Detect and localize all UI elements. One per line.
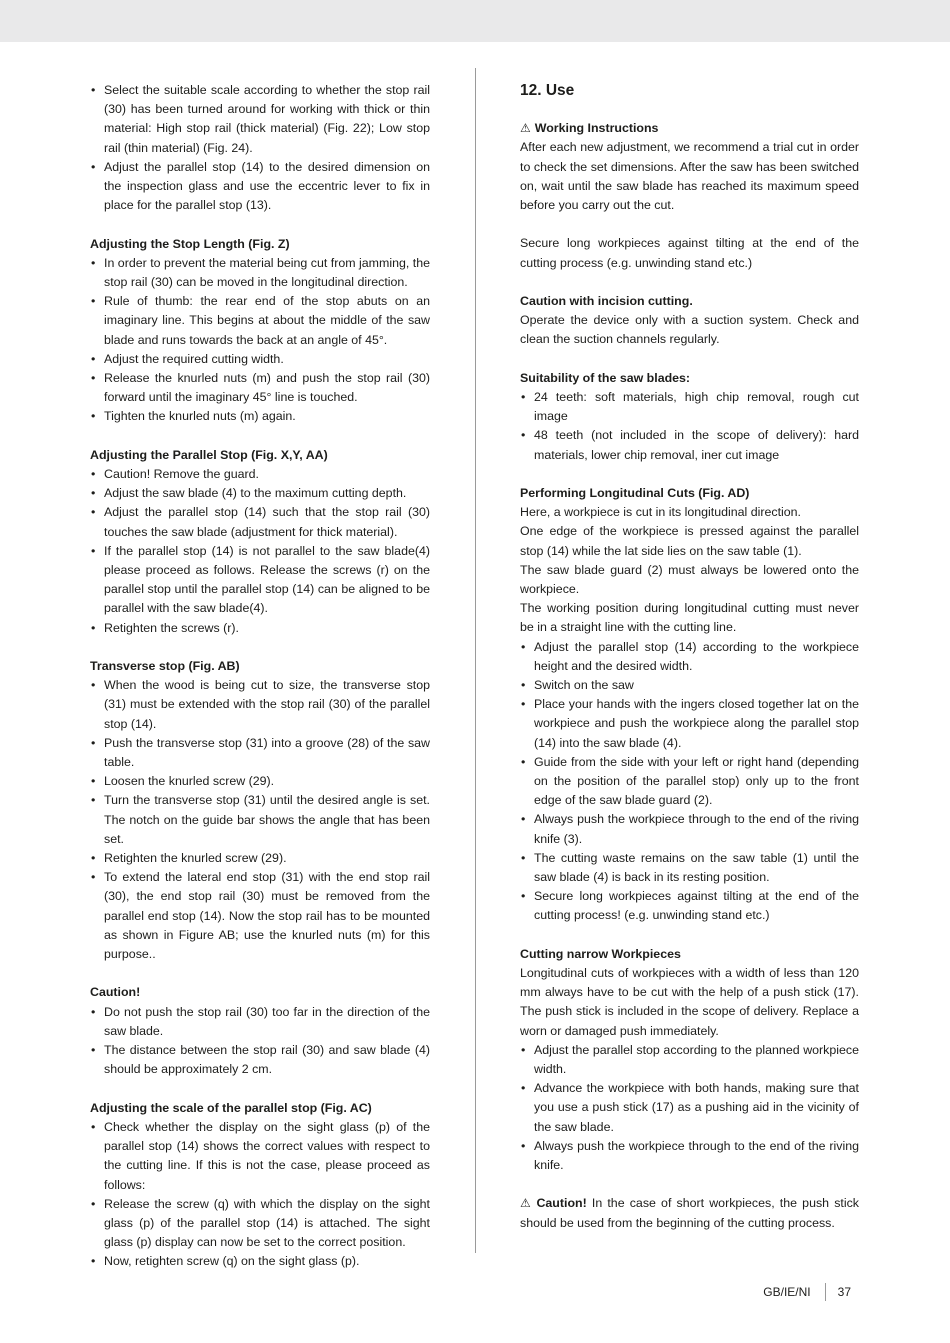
paragraph: ⚠ Caution! In the case of short workpieces, the push stick should be used from the beginning of the cutting process. [520,1196,859,1230]
section-heading: Suitability of the saw blades: [520,370,691,385]
paragraph: One edge of the workpiece is pressed against the parallel stop (14) while the lat side lies on the saw table (1). [520,524,859,558]
list-item: • Adjust the parallel stop (14) according to the workpiece height and the desired width. [520,638,859,676]
list-item: • Tighten the knurled nuts (m) again. [90,407,430,426]
paragraph: Longitudinal cuts of workpieces with a width of less than 120 mm always have to be cut with the help of a push stick (17). The push stick is included in the scope of delivery. Replace a worn or damaged push immediately. [520,966,859,1038]
page-footer [763,1283,851,1301]
list-item: • Turn the transverse stop (31) until the desired angle is set. The notch on the guide bar shows the angle that has been set. [90,791,430,849]
list-item: • Push the transverse stop (31) into a groove (28) of the saw table. [90,734,430,772]
list-item: • Place your hands with the ingers closed together lat on the workpiece and push the workpiece along the parallel stop (14) into the saw blade (4). [520,695,859,753]
list-item: • Retighten the screws (r). [90,619,430,638]
list-item: • 48 teeth (not included in the scope of delivery): hard materials, lower chip removal, iner cut image [520,426,859,464]
narrow-workpieces-list [520,1041,859,1175]
section-heading: ⚠ Working Instructions [520,121,659,136]
scale-list [90,1118,430,1272]
parallel-stop-list [90,465,430,638]
list-item: • Check whether the display on the sight glass (p) of the parallel stop (14) shows the correct values with respect to the cutting line. If this is not the case, please proceed as follows: [90,1118,430,1195]
list-item: • Adjust the parallel stop (14) to the desired dimension on the inspection glass and use the eccentric lever to fix in place for the parallel stop (13). [90,158,430,216]
list-item: • To extend the lateral end stop (31) with the end stop rail (30), the end stop rail (30) must be removed from the parallel end stop (14). Now the stop rail has to be mounted as shown in Figure AB; use the knurled nuts (m) for this purpose.. [90,868,430,964]
list-item: • Rule of thumb: the rear end of the stop abuts on an imaginary line. This begins at about the middle of the saw blade and runs towards the back at an angle of 45°. [90,292,430,350]
working-instructions-section [520,119,859,215]
chapter-title: 12. Use [520,82,575,99]
longitudinal-cuts-section [520,484,859,926]
saw-blades-list [520,388,859,465]
list-item: • If the parallel stop (14) is not parallel to the saw blade(4) please proceed as follows. Release the screws (r) on the parallel stop until the parallel stop (14) can be aligned to be parallel with the saw blade(4). [90,542,430,619]
warning-triangle-icon: ⚠ [520,121,531,136]
top-bar [0,0,950,42]
left-column [90,81,430,1291]
list-item: • Do not push the stop rail (30) too far in the direction of the saw blade. [90,1003,430,1041]
intro-section [90,81,430,215]
list-item: • Guide from the side with your left or right hand (depending on the position of the parallel stop) only up to the front edge of the saw blade guard (2). [520,753,859,811]
short-workpieces-caution [520,1194,859,1232]
caution-section [90,983,430,1079]
list-item: • Secure long workpieces against tilting at the end of the cutting process! (e.g. unwinding stand etc.) [520,887,859,925]
list-item: • Advance the workpiece with both hands, making sure that you use a push stick (17) as a pushing aid in the vicinity of the saw blade. [520,1079,859,1137]
parallel-stop-section [90,446,430,638]
region-label: GB/IE/NI [763,1285,811,1299]
caution-list [90,1003,430,1080]
paragraph: The saw blade guard (2) must always be lowered onto the workpiece. [520,562,859,597]
list-item: • Now, retighten screw (q) on the sight glass (p). [90,1252,430,1271]
section-heading: Adjusting the Parallel Stop (Fig. X,Y, AA) [90,447,328,462]
list-item: • When the wood is being cut to size, the transverse stop (31) must be extended with the stop rail (30) of the parallel stop (14). [90,676,430,734]
section-heading: Transverse stop (Fig. AB) [90,659,240,674]
list-item: • Select the suitable scale according to whether the stop rail (30) has been turned around for working with thick or thin material: High stop rail (thick material) (Fig. 22); Low stop rail (thin material) (Fig. 24). [90,81,430,158]
paragraph: Operate the device only with a suction system. Check and clean the suction channels regularly. [520,313,859,347]
list-item: • Release the knurled nuts (m) and push the stop rail (30) forward until the imaginary 45° line is touched. [90,369,430,407]
section-heading: Caution! [90,985,141,1000]
section-heading: Performing Longitudinal Cuts (Fig. AD) [520,486,750,500]
paragraph: Secure long workpieces against tilting at the end of the cutting process (e.g. unwinding stand etc.) [520,236,859,270]
section-heading: Cutting narrow Workpieces [520,946,681,961]
warning-triangle-icon: ⚠ [520,1196,533,1211]
column-divider [475,68,476,1253]
right-column [520,81,859,1252]
list-item: • Adjust the required cutting width. [90,350,430,369]
saw-blades-section [520,369,859,465]
narrow-workpieces-section [520,945,859,1175]
list-item: • Release the screw (q) with which the display on the sight glass (p) of the parallel stop (14) is attached. The sight glass (p) display can now be set to the correct position. [90,1195,430,1253]
secure-workpieces-section [520,234,859,272]
section-heading: Adjusting the scale of the parallel stop (Fig. AC) [90,1100,372,1115]
stop-length-section [90,235,430,427]
list-item: • Loosen the knurled screw (29). [90,772,430,791]
list-item: • The distance between the stop rail (30) and saw blade (4) should be approximately 2 cm. [90,1041,430,1079]
list-item: • Always push the workpiece through to the end of the riving knife. [520,1137,859,1175]
list-item: • 24 teeth: soft materials, high chip removal, rough cut image [520,388,859,426]
footer-divider [825,1283,826,1301]
list-item: • In order to prevent the material being cut from jamming, the stop rail (30) can be moved in the longitudinal direction. [90,254,430,292]
incision-cutting-section [520,292,859,350]
page-number: 37 [837,1285,851,1299]
section-heading: Adjusting the Stop Length (Fig. Z) [90,236,290,251]
transverse-stop-list [90,676,430,964]
stop-length-list [90,254,430,427]
paragraph: Here, a workpiece is cut in its longitudinal direction. [520,505,801,520]
list-item: • Adjust the parallel stop according to the planned workpiece width. [520,1041,859,1079]
list-item: • Switch on the saw [520,676,859,695]
list-item: • Retighten the knurled screw (29). [90,849,430,868]
paragraph: The working position during longitudinal cutting must never be in a straight line with the cutting line. [520,601,859,635]
paragraph: After each new adjustment, we recommend a trial cut in order to check the set dimensions. After the saw has been switched on, wait until the saw blade has reached its maximum speed before you carry out the cut. [520,140,859,213]
list-item: • Adjust the parallel stop (14) such that the stop rail (30) touches the saw blade (adjustment for thick material). [90,503,430,541]
longitudinal-cuts-list [520,638,859,926]
list-item: • Caution! Remove the guard. [90,465,430,484]
scale-section [90,1099,430,1272]
list-item: • Adjust the saw blade (4) to the maximum cutting depth. [90,484,430,503]
list-item: • Always push the workpiece through to the end of the riving knife (3). [520,810,859,848]
intro-list [90,81,430,215]
list-item: • The cutting waste remains on the saw table (1) until the saw blade (4) is back in its resting position. [520,849,859,887]
transverse-stop-section [90,657,430,964]
section-heading: Caution with incision cutting. [520,294,693,308]
